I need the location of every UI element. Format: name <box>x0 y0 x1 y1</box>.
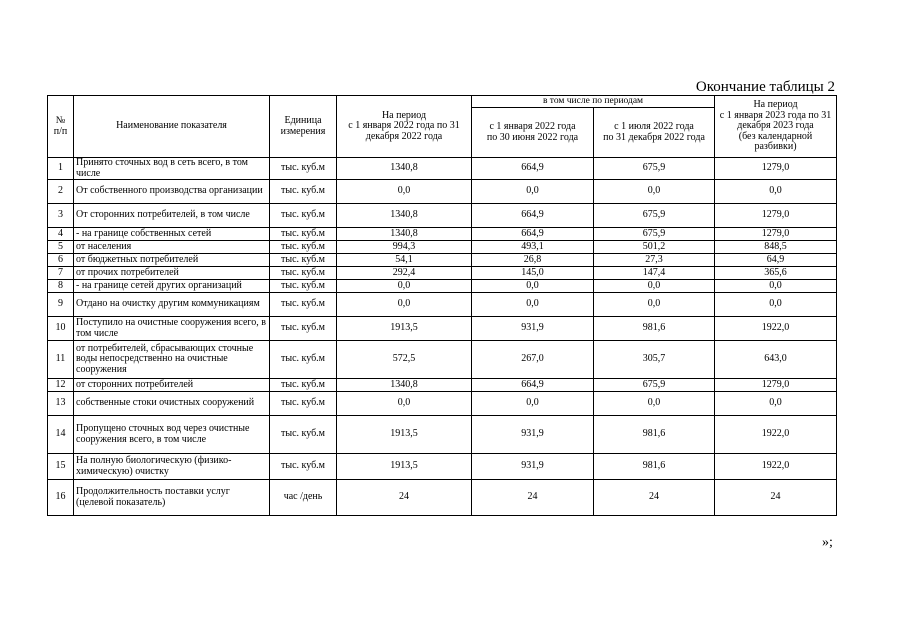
value-first-half-cell: 931,9 <box>472 454 594 480</box>
value-2022-cell: 24 <box>337 480 472 516</box>
value-first-half-cell: 931,9 <box>472 416 594 454</box>
value-second-half-cell: 981,6 <box>594 454 715 480</box>
value-2022-cell: 1340,8 <box>337 158 472 180</box>
row-number-cell: 16 <box>48 480 74 516</box>
table-row <box>48 317 837 341</box>
value-2022-cell: 1340,8 <box>337 228 472 241</box>
value-2022-cell: 0,0 <box>337 392 472 416</box>
table-body <box>48 158 837 516</box>
row-number-cell: 9 <box>48 293 74 317</box>
header-period-2022: На период с 1 января 2022 года по 31 декабря 2022 года <box>337 96 472 158</box>
value-first-half-cell: 0,0 <box>472 392 594 416</box>
value-second-half-cell: 24 <box>594 480 715 516</box>
indicator-name-cell: - на границе собственных сетей <box>74 228 270 241</box>
value-second-half-cell: 981,6 <box>594 416 715 454</box>
value-2023-cell: 0,0 <box>715 280 837 293</box>
row-number-cell: 10 <box>48 317 74 341</box>
value-2022-cell: 1913,5 <box>337 317 472 341</box>
value-first-half-cell: 24 <box>472 480 594 516</box>
closing-quote: »; <box>822 535 833 550</box>
row-number-cell: 7 <box>48 267 74 280</box>
value-2022-cell: 1340,8 <box>337 204 472 228</box>
unit-cell: тыс. куб.м <box>270 293 337 317</box>
header-by-periods: в том числе по периодам <box>472 96 715 108</box>
table-row <box>48 454 837 480</box>
value-2023-cell: 24 <box>715 480 837 516</box>
value-2023-cell: 365,6 <box>715 267 837 280</box>
value-second-half-cell: 675,9 <box>594 228 715 241</box>
indicator-name-cell: Принято сточных вод в сеть всего, в том числе <box>74 158 270 180</box>
header-first-half-2022: с 1 января 2022 года по 30 июня 2022 года <box>472 108 594 158</box>
indicator-name-cell: На полную биологическую (физико-химическую) очистку <box>74 454 270 480</box>
row-number-cell: 1 <box>48 158 74 180</box>
unit-cell: тыс. куб.м <box>270 158 337 180</box>
unit-cell: тыс. куб.м <box>270 341 337 379</box>
value-second-half-cell: 981,6 <box>594 317 715 341</box>
value-second-half-cell: 0,0 <box>594 392 715 416</box>
table-row <box>48 228 837 241</box>
header-number: № п/п <box>48 96 74 158</box>
value-2023-cell: 1279,0 <box>715 158 837 180</box>
indicator-name-cell: собственные стоки очистных сооружений <box>74 392 270 416</box>
value-2022-cell: 292,4 <box>337 267 472 280</box>
indicator-name-cell: от населения <box>74 241 270 254</box>
value-2022-cell: 1913,5 <box>337 416 472 454</box>
indicator-name-cell: От собственного производства организации <box>74 180 270 204</box>
row-number-cell: 4 <box>48 228 74 241</box>
value-second-half-cell: 675,9 <box>594 204 715 228</box>
value-2022-cell: 54,1 <box>337 254 472 267</box>
indicator-name-cell: Поступило на очистные сооружения всего, в том числе <box>74 317 270 341</box>
value-first-half-cell: 26,8 <box>472 254 594 267</box>
value-2023-cell: 0,0 <box>715 293 837 317</box>
value-first-half-cell: 267,0 <box>472 341 594 379</box>
indicator-name-cell: От сторонних потребителей, в том числе <box>74 204 270 228</box>
value-2023-cell: 1279,0 <box>715 379 837 392</box>
table-row <box>48 341 837 379</box>
value-first-half-cell: 0,0 <box>472 280 594 293</box>
table-row <box>48 267 837 280</box>
header-indicator-name: Наименование показателя <box>74 96 270 158</box>
value-second-half-cell: 27,3 <box>594 254 715 267</box>
unit-cell: тыс. куб.м <box>270 267 337 280</box>
indicator-name-cell: от прочих потребителей <box>74 267 270 280</box>
unit-cell: час /день <box>270 480 337 516</box>
table-row <box>48 379 837 392</box>
table-row <box>48 280 837 293</box>
table-row <box>48 416 837 454</box>
value-2022-cell: 0,0 <box>337 293 472 317</box>
row-number-cell: 3 <box>48 204 74 228</box>
row-number-cell: 15 <box>48 454 74 480</box>
unit-cell: тыс. куб.м <box>270 317 337 341</box>
value-2023-cell: 1279,0 <box>715 204 837 228</box>
table-caption: Окончание таблицы 2 <box>695 79 835 95</box>
unit-cell: тыс. куб.м <box>270 254 337 267</box>
value-2022-cell: 0,0 <box>337 180 472 204</box>
header-period-2023: На период с 1 января 2023 года по 31 декабря 2023 года (без календарной разбивки) <box>715 96 837 158</box>
value-first-half-cell: 664,9 <box>472 204 594 228</box>
value-2022-cell: 1913,5 <box>337 454 472 480</box>
row-number-cell: 2 <box>48 180 74 204</box>
value-first-half-cell: 493,1 <box>472 241 594 254</box>
row-number-cell: 6 <box>48 254 74 267</box>
value-first-half-cell: 145,0 <box>472 267 594 280</box>
table-row <box>48 241 837 254</box>
header-second-half-2022: с 1 июля 2022 года по 31 декабря 2022 года <box>594 108 715 158</box>
table-row <box>48 392 837 416</box>
value-second-half-cell: 675,9 <box>594 379 715 392</box>
indicator-name-cell: Продолжительность поставки услуг (целевой показатель) <box>74 480 270 516</box>
value-2022-cell: 572,5 <box>337 341 472 379</box>
value-second-half-cell: 0,0 <box>594 280 715 293</box>
unit-cell: тыс. куб.м <box>270 454 337 480</box>
table-row <box>48 204 837 228</box>
row-number-cell: 8 <box>48 280 74 293</box>
table-row <box>48 180 837 204</box>
value-first-half-cell: 664,9 <box>472 158 594 180</box>
value-2023-cell: 643,0 <box>715 341 837 379</box>
unit-cell: тыс. куб.м <box>270 379 337 392</box>
value-2023-cell: 1922,0 <box>715 317 837 341</box>
unit-cell: тыс. куб.м <box>270 416 337 454</box>
value-2023-cell: 848,5 <box>715 241 837 254</box>
unit-cell: тыс. куб.м <box>270 180 337 204</box>
value-2023-cell: 1922,0 <box>715 454 837 480</box>
unit-cell: тыс. куб.м <box>270 392 337 416</box>
indicator-name-cell: Пропущено сточных вод через очистные сооружения всего, в том числе <box>74 416 270 454</box>
indicator-name-cell: от бюджетных потребителей <box>74 254 270 267</box>
unit-cell: тыс. куб.м <box>270 280 337 293</box>
value-2023-cell: 0,0 <box>715 180 837 204</box>
table-row <box>48 254 837 267</box>
value-second-half-cell: 501,2 <box>594 241 715 254</box>
row-number-cell: 14 <box>48 416 74 454</box>
value-first-half-cell: 664,9 <box>472 228 594 241</box>
header-unit: Единица измерения <box>270 96 337 158</box>
value-2023-cell: 1279,0 <box>715 228 837 241</box>
value-first-half-cell: 664,9 <box>472 379 594 392</box>
value-second-half-cell: 0,0 <box>594 293 715 317</box>
unit-cell: тыс. куб.м <box>270 204 337 228</box>
value-2022-cell: 994,3 <box>337 241 472 254</box>
table-row <box>48 293 837 317</box>
row-number-cell: 11 <box>48 341 74 379</box>
value-2023-cell: 0,0 <box>715 392 837 416</box>
unit-cell: тыс. куб.м <box>270 241 337 254</box>
indicator-name-cell: Отдано на очистку другим коммуникациям <box>74 293 270 317</box>
unit-cell: тыс. куб.м <box>270 228 337 241</box>
value-2022-cell: 0,0 <box>337 280 472 293</box>
value-first-half-cell: 0,0 <box>472 293 594 317</box>
value-2023-cell: 1922,0 <box>715 416 837 454</box>
indicator-name-cell: - на границе сетей других организаций <box>74 280 270 293</box>
value-second-half-cell: 305,7 <box>594 341 715 379</box>
data-table <box>47 95 837 516</box>
value-second-half-cell: 0,0 <box>594 180 715 204</box>
value-second-half-cell: 147,4 <box>594 267 715 280</box>
indicator-name-cell: от сторонних потребителей <box>74 379 270 392</box>
table-row <box>48 158 837 180</box>
value-second-half-cell: 675,9 <box>594 158 715 180</box>
row-number-cell: 13 <box>48 392 74 416</box>
indicator-name-cell: от потребителей, сбрасывающих сточные воды непосредственно на очистные сооружения <box>74 341 270 379</box>
value-first-half-cell: 931,9 <box>472 317 594 341</box>
row-number-cell: 12 <box>48 379 74 392</box>
value-2022-cell: 1340,8 <box>337 379 472 392</box>
table-row <box>48 480 837 516</box>
value-first-half-cell: 0,0 <box>472 180 594 204</box>
row-number-cell: 5 <box>48 241 74 254</box>
value-2023-cell: 64,9 <box>715 254 837 267</box>
